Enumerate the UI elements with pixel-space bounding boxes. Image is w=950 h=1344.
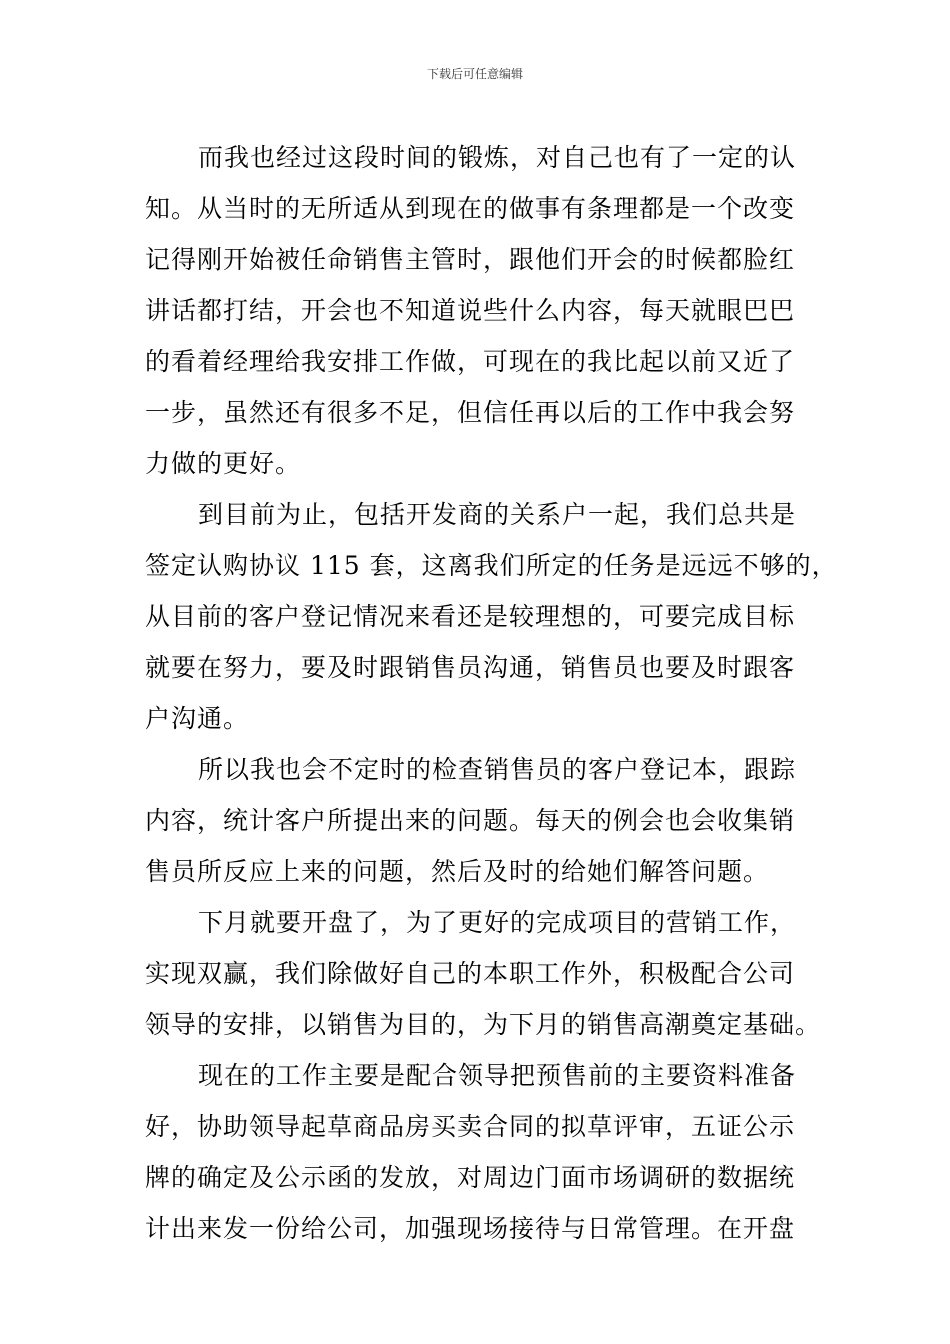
text-line: 的看着经理给我安排工作做，可现在的我比起以前又近了	[145, 347, 796, 376]
text-line: 内容，统计客户所提出来的问题。每天的例会也会收集销	[145, 806, 796, 835]
text-line: 记得刚开始被任命销售主管时，跟他们开会的时候都脸红	[145, 245, 796, 274]
text-line: 一步，虽然还有很多不足，但信任再以后的工作中我会努	[145, 398, 796, 427]
document-body	[145, 132, 838, 1254]
text-line: 而我也经过这段时间的锻炼，对自己也有了一定的认	[198, 143, 797, 172]
text-line: 从目前的客户登记情况来看还是较理想的，可要完成目标	[145, 602, 796, 631]
text-line: 讲话都打结，开会也不知道说些什么内容，每天就眼巴巴	[145, 296, 796, 325]
text-line: 到目前为止，包括开发商的关系户一起，我们总共是	[198, 500, 797, 529]
text-line: 领导的安排，以销售为目的，为下月的销售高潮奠定基础。	[145, 1010, 822, 1039]
text-line: 牌的确定及公示函的发放，对周边门面市场调研的数据统	[145, 1163, 796, 1192]
text-line: 下月就要开盘了，为了更好的完成项目的营销工作，	[198, 908, 797, 937]
text-line: 好，协助领导起草商品房买卖合同的拟草评审，五证公示	[145, 1112, 796, 1141]
page-header: 下载后可任意编辑	[426, 67, 523, 81]
text-line: 售员所反应上来的问题，然后及时的给她们解答问题。	[145, 857, 770, 886]
text-line: 就要在努力，要及时跟销售员沟通，销售员也要及时跟客	[145, 653, 796, 682]
text-line: 实现双赢，我们除做好自己的本职工作外，积极配合公司	[145, 959, 796, 988]
text-line: 户沟通。	[145, 704, 250, 733]
text-line: 签定认购协议 115 套，这离我们所定的任务是远远不够的，	[145, 551, 838, 580]
text-line: 计出来发一份给公司，加强现场接待与日常管理。在开盘	[145, 1214, 796, 1243]
text-line: 现在的工作主要是配合领导把预售前的主要资料准备	[198, 1061, 797, 1090]
text-line: 所以我也会不定时的检查销售员的客户登记本，跟踪	[198, 755, 797, 784]
text-line: 知。从当时的无所适从到现在的做事有条理都是一个改变	[145, 194, 796, 223]
text-line: 力做的更好。	[145, 449, 302, 478]
